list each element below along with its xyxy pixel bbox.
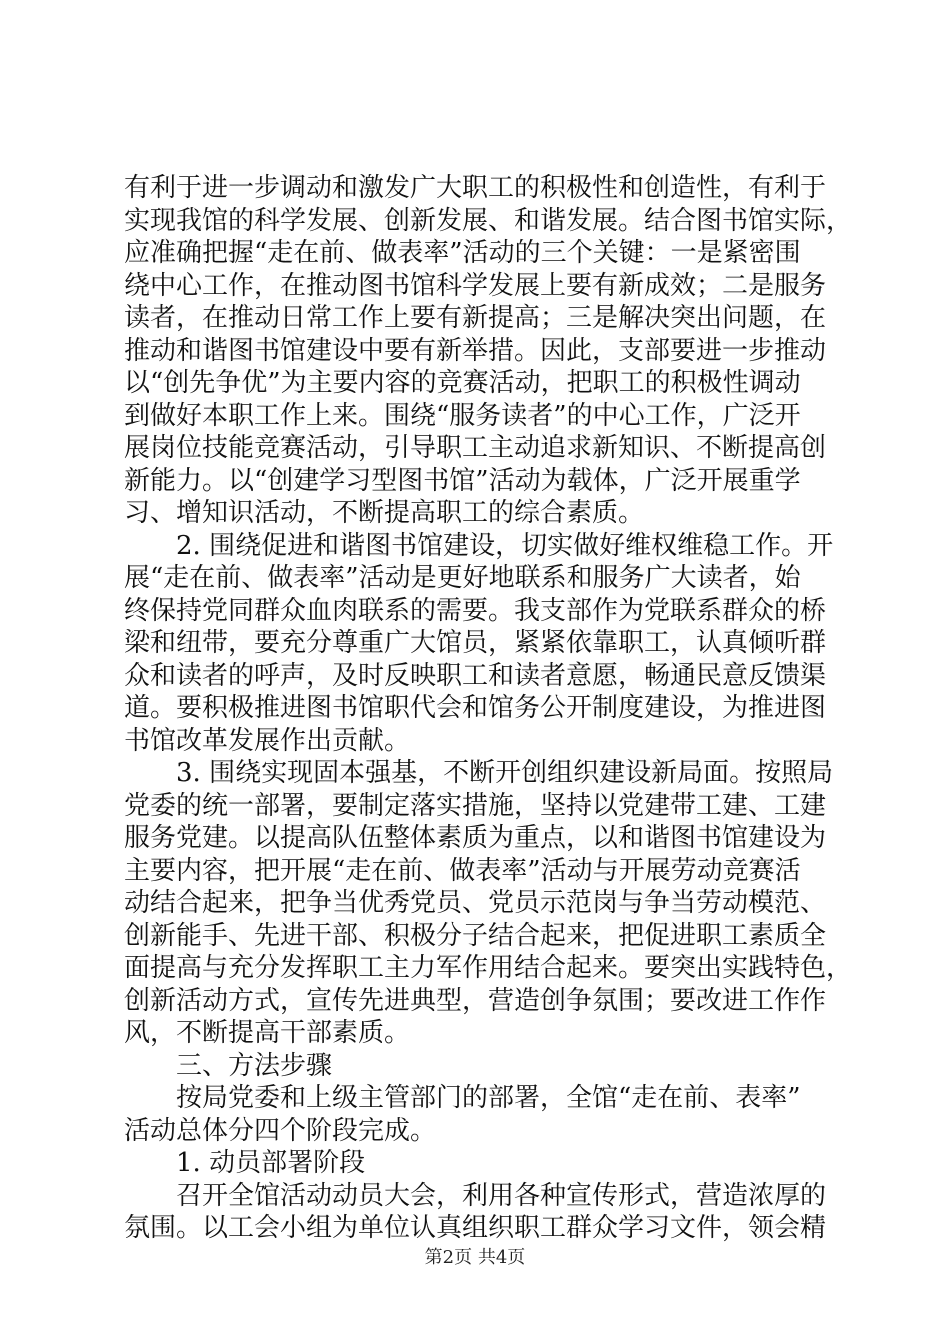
paragraph-start-line: 2. 围绕促进和谐图书馆建设，切实做好维权维稳工作。开: [176, 530, 834, 561]
text-line: 应准确把握“走在前、做表率”活动的三个关键：一是紧密围: [124, 238, 801, 268]
text-line: 推动和谐图书馆建设中要有新举措。因此，支部要进一步推动: [124, 335, 827, 366]
text-line: 以“创先争优”为主要内容的竞赛活动，把职工的积极性调动: [124, 368, 801, 398]
text-line: 终保持党同群众血肉联系的需要。我支部作为党联系群众的桥: [124, 595, 827, 626]
paragraph-start-line: 按局党委和上级主管部门的部署，全馆“走在前、表率”: [176, 1083, 801, 1113]
text-line: 实现我馆的科学发展、创新发展、和谐发展。结合图书馆实际，: [124, 205, 853, 236]
text-line: 创新能手、先进干部、积极分子结合起来，把促进职工素质全: [124, 920, 827, 951]
paragraph-start-line: 召开全馆活动动员大会，利用各种宣传形式，营造浓厚的: [176, 1180, 827, 1211]
subsection-heading: 1. 动员部署阶段: [176, 1148, 366, 1178]
body-text: [124, 172, 853, 1245]
text-line: 有利于进一步调动和激发广大职工的积极性和创造性，有利于: [124, 173, 827, 203]
text-line: 梁和纽带，要充分尊重广大馆员，紧紧依靠职工，认真倾听群: [124, 628, 827, 658]
text-line: 读者，在推动日常工作上要有新提高；三是解决突出问题，在: [124, 303, 827, 333]
text-line: 党委的统一部署，要制定落实措施，坚持以党建带工建、工建: [124, 790, 827, 821]
text-line: 书馆改革发展作出贡献。: [124, 725, 411, 756]
text-line: 活动总体分四个阶段完成。: [124, 1115, 437, 1146]
text-line: 展“走在前、做表率”活动是更好地联系和服务广大读者，始: [124, 563, 801, 593]
text-line: 创新活动方式，宣传先进典型，营造创争氛围；要改进工作作: [124, 985, 827, 1016]
text-line: 动结合起来，把争当优秀党员、党员示范岗与争当劳动模范、: [124, 888, 827, 918]
text-line: 展岗位技能竞赛活动，引导职工主动追求新知识、不断提高创: [124, 433, 827, 463]
section-heading: 三、方法步骤: [176, 1050, 333, 1081]
text-line: 风，不断提高干部素质。: [124, 1018, 411, 1048]
text-line: 到做好本职工作上来。围绕“服务读者”的中心工作，广泛开: [124, 400, 801, 431]
text-line: 绕中心工作，在推动图书馆科学发展上要有新成效；二是服务: [124, 270, 827, 301]
text-line: 面提高与充分发挥职工主力军作用结合起来。要突出实践特色，: [124, 953, 853, 983]
paragraph-start-line: 3. 围绕实现固本强基，不断开创组织建设新局面。按照局: [176, 758, 834, 788]
text-line: 习、增知识活动，不断提高职工的综合素质。: [124, 498, 645, 528]
text-line: 氛围。以工会小组为单位认真组织职工群众学习文件，领会精: [124, 1213, 827, 1243]
text-line: 道。要积极推进图书馆职代会和馆务公开制度建设，为推进图: [124, 693, 827, 723]
text-line: 新能力。以“创建学习型图书馆”活动为载体，广泛开展重学: [124, 465, 801, 496]
page-number-footer: 第2页 共4页: [424, 1247, 526, 1268]
text-line: 主要内容，把开展“走在前、做表率”活动与开展劳动竞赛活: [124, 855, 801, 886]
text-line: 众和读者的呼声，及时反映职工和读者意愿，畅通民意反馈渠: [124, 660, 827, 691]
text-line: 服务党建。以提高队伍整体素质为重点，以和谐图书馆建设为: [124, 823, 827, 853]
